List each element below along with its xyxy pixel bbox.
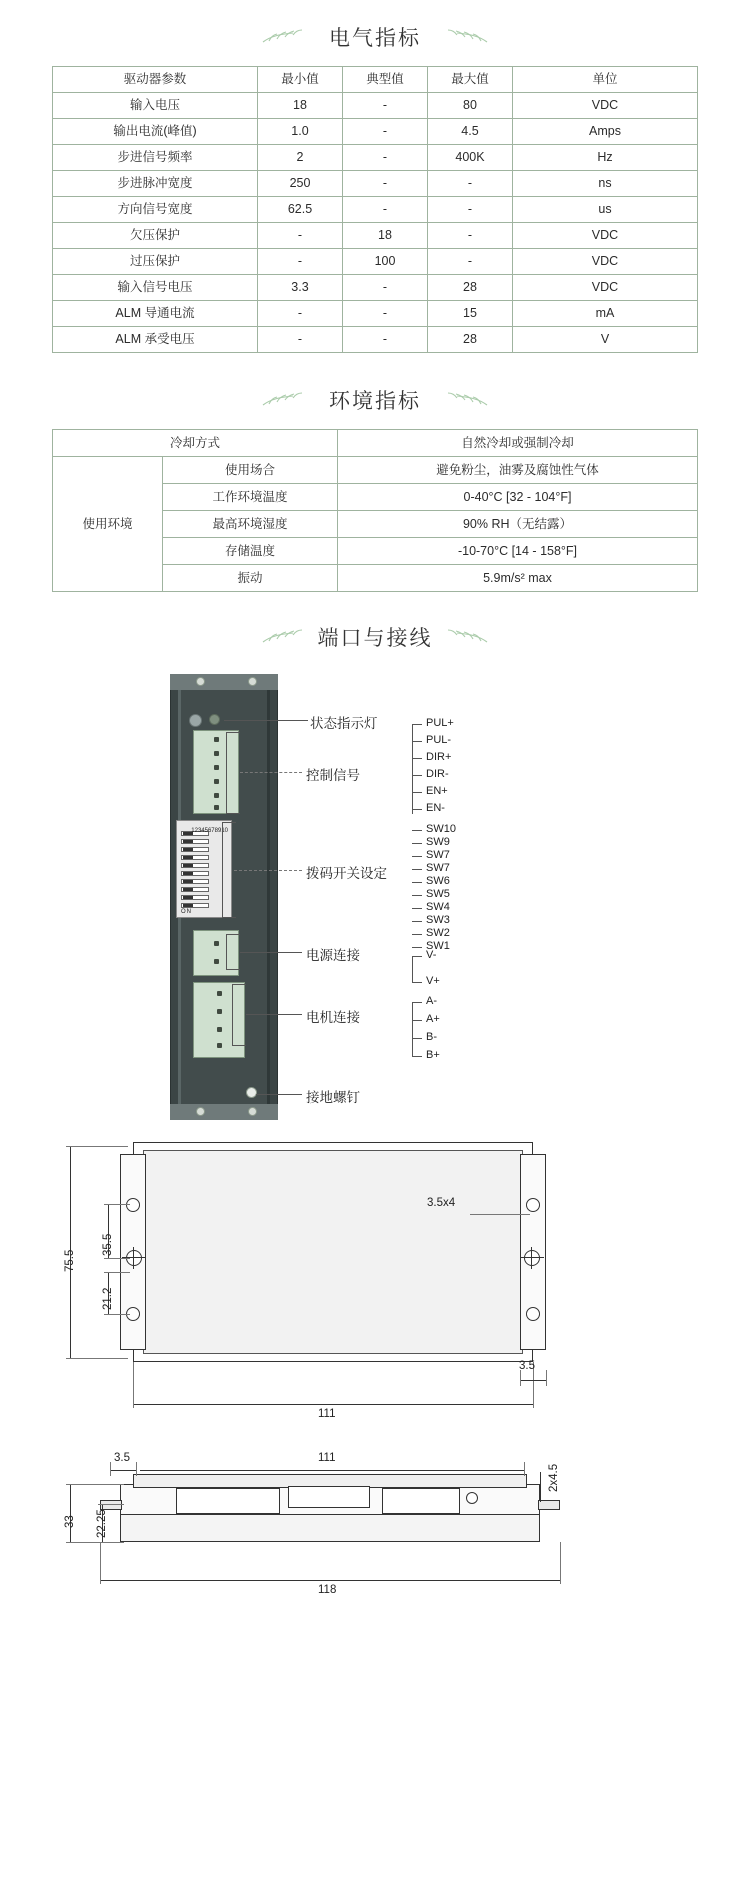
- screw-hole-icon: [248, 677, 257, 686]
- mounting-ear-top: [170, 674, 278, 690]
- cell-key: 使用场合: [163, 457, 338, 484]
- callout-status-led: 状态指示灯: [310, 716, 378, 731]
- dim-left-offset: 3.5: [114, 1452, 130, 1464]
- table-row: [53, 301, 698, 327]
- leaf-decoration-icon: [259, 387, 311, 409]
- bracket: [226, 934, 240, 970]
- pin-label: SW10: [426, 823, 456, 835]
- table-row: [53, 223, 698, 249]
- mounting-ear-bottom: [170, 1104, 278, 1120]
- pin-label: A-: [426, 995, 437, 1007]
- col-header-unit: 单位: [513, 67, 698, 93]
- cell-unit: ns: [513, 171, 698, 197]
- pin-label: SW1: [426, 940, 450, 952]
- pin-label: SW6: [426, 875, 450, 887]
- col-header-max: 最大值: [428, 67, 513, 93]
- dimension-drawings: [0, 1132, 750, 1652]
- pin-label: SW5: [426, 888, 450, 900]
- section-title-text: 电气指标: [329, 27, 421, 50]
- cell-typ: -: [343, 327, 428, 353]
- cell-typ: -: [343, 171, 428, 197]
- status-led-icon: [189, 714, 202, 727]
- wiring-diagram: [0, 662, 750, 1132]
- side-dip-switch: [288, 1486, 370, 1508]
- dip-on-label: ON: [181, 909, 192, 915]
- pin-label: SW4: [426, 901, 450, 913]
- dim-side-right-note: 2x4.5: [548, 1463, 560, 1492]
- callout-motor: 电机连接: [306, 1010, 360, 1025]
- cell-min: 3.3: [258, 275, 343, 301]
- section-title-environment: [255, 377, 495, 421]
- cell-min: 2: [258, 145, 343, 171]
- status-led-icon: [209, 714, 220, 725]
- cell-param: 输入电压: [53, 93, 258, 119]
- pin-label: SW2: [426, 927, 450, 939]
- cell-typ: 100: [343, 249, 428, 275]
- leader-line: [240, 952, 302, 953]
- leader-line: [256, 1094, 302, 1095]
- table-header-row: [53, 430, 698, 457]
- leaf-decoration-icon: [439, 624, 491, 646]
- screw-hole-icon: [196, 1107, 205, 1116]
- dim-height-low: 21.2: [102, 1287, 114, 1310]
- dip-switch-numbers: 12345678910: [191, 828, 228, 834]
- cell-min: -: [258, 301, 343, 327]
- pin-label: SW3: [426, 914, 450, 926]
- leader-line: [234, 870, 302, 871]
- bracket: [226, 732, 240, 814]
- callout-power: 电源连接: [306, 948, 360, 963]
- cooling-value: 自然冷却或强制冷却: [338, 430, 698, 457]
- top-view-plate: [143, 1150, 523, 1354]
- callout-ground-screw: 接地螺钉: [306, 1090, 360, 1105]
- leaf-decoration-icon: [439, 387, 491, 409]
- section-title-electrical: [255, 14, 495, 58]
- cooling-label: 冷却方式: [53, 430, 338, 457]
- pin-label: V+: [426, 975, 440, 987]
- cell-unit: VDC: [513, 93, 698, 119]
- cell-max: 28: [428, 275, 513, 301]
- cell-value: 避免粉尘，油雾及腐蚀性气体: [338, 457, 698, 484]
- cell-param: 输出电流(峰值): [53, 119, 258, 145]
- mounting-hole-icon: [524, 1250, 540, 1266]
- cell-typ: -: [343, 93, 428, 119]
- side-flange-right: [538, 1500, 560, 1510]
- cell-unit: VDC: [513, 249, 698, 275]
- cell-min: 250: [258, 171, 343, 197]
- cell-value: -10-70°C [14 - 158°F]: [338, 538, 698, 565]
- table-row: [53, 171, 698, 197]
- cell-key: 振动: [163, 565, 338, 592]
- dim-side-width-bottom: 118: [318, 1584, 337, 1596]
- screw-hole-icon: [248, 1107, 257, 1116]
- table-row: [53, 93, 698, 119]
- cell-max: -: [428, 171, 513, 197]
- dim-side-height-total: 33: [64, 1515, 76, 1528]
- cell-param: 过压保护: [53, 249, 258, 275]
- cell-typ: 18: [343, 223, 428, 249]
- mounting-hole-icon: [526, 1198, 540, 1212]
- cell-max: 4.5: [428, 119, 513, 145]
- cell-key: 存储温度: [163, 538, 338, 565]
- table-row: [53, 249, 698, 275]
- table-row: [53, 275, 698, 301]
- cell-param: 步进信号频率: [53, 145, 258, 171]
- side-connector-control: [176, 1488, 280, 1514]
- cell-max: -: [428, 197, 513, 223]
- cell-typ: -: [343, 119, 428, 145]
- mounting-hole-icon: [526, 1307, 540, 1321]
- side-led-icon: [466, 1492, 478, 1504]
- pin-label: B+: [426, 1049, 440, 1061]
- bracket: [222, 822, 236, 918]
- cell-typ: -: [343, 197, 428, 223]
- environment-spec-table: [52, 429, 698, 592]
- dim-side-width-top: 111: [318, 1452, 336, 1464]
- leaf-decoration-icon: [259, 624, 311, 646]
- cell-param: ALM 导通电流: [53, 301, 258, 327]
- pin-label: B-: [426, 1031, 437, 1043]
- cell-param: 欠压保护: [53, 223, 258, 249]
- cell-value: 0-40°C [32 - 104°F]: [338, 484, 698, 511]
- col-header-typ: 典型值: [343, 67, 428, 93]
- cell-min: -: [258, 249, 343, 275]
- table-row: [53, 457, 698, 484]
- pin-label: SW9: [426, 836, 450, 848]
- dim-height-total: 75.5: [64, 1249, 76, 1272]
- cell-max: 400K: [428, 145, 513, 171]
- pin-label: V-: [426, 949, 437, 961]
- pin-label: A+: [426, 1013, 440, 1025]
- pin-label: PUL-: [426, 734, 452, 746]
- cell-param: 步进脉冲宽度: [53, 171, 258, 197]
- cell-min: 1.0: [258, 119, 343, 145]
- cell-param: 输入信号电压: [53, 275, 258, 301]
- leaf-decoration-icon: [259, 24, 311, 46]
- cell-param: ALM 承受电压: [53, 327, 258, 353]
- col-header-min: 最小值: [258, 67, 343, 93]
- dim-side-height-inner: 22.25: [96, 1509, 108, 1538]
- cell-max: 28: [428, 327, 513, 353]
- cell-max: -: [428, 249, 513, 275]
- leader-line: [246, 1014, 302, 1015]
- cell-min: -: [258, 223, 343, 249]
- cell-max: 15: [428, 301, 513, 327]
- section-title-ports: [255, 614, 495, 658]
- col-header-param: 驱动器参数: [53, 67, 258, 93]
- cell-max: 80: [428, 93, 513, 119]
- usage-group-label: 使用环境: [53, 457, 163, 592]
- cell-unit: V: [513, 327, 698, 353]
- pin-label: EN+: [426, 785, 448, 797]
- pin-label: DIR+: [426, 751, 452, 763]
- dim-height-mid: 35.5: [102, 1233, 114, 1256]
- leader-line: [240, 772, 302, 773]
- table-row: [53, 145, 698, 171]
- side-connector-power: [382, 1488, 460, 1514]
- cell-unit: VDC: [513, 223, 698, 249]
- section-title-text: 环境指标: [329, 390, 421, 413]
- cell-typ: -: [343, 145, 428, 171]
- bracket: [232, 984, 246, 1046]
- leaf-decoration-icon: [439, 24, 491, 46]
- section-title-text: 端口与接线: [317, 627, 433, 650]
- cell-min: 62.5: [258, 197, 343, 223]
- table-header-row: [53, 67, 698, 93]
- table-row: [53, 327, 698, 353]
- table-row: [53, 119, 698, 145]
- dim-width-total: 111: [318, 1408, 336, 1420]
- cell-unit: VDC: [513, 275, 698, 301]
- ground-screw-icon: [246, 1087, 257, 1098]
- cell-key: 工作环境温度: [163, 484, 338, 511]
- cell-unit: Amps: [513, 119, 698, 145]
- cell-unit: us: [513, 197, 698, 223]
- cell-max: -: [428, 223, 513, 249]
- cell-value: 5.9m/s² max: [338, 565, 698, 592]
- pin-label: DIR-: [426, 768, 449, 780]
- pin-label: SW7: [426, 849, 450, 861]
- leader-line: [224, 720, 308, 721]
- cell-min: 18: [258, 93, 343, 119]
- electrical-spec-table: [52, 66, 698, 353]
- hole-note: 3.5x4: [427, 1197, 456, 1209]
- cell-value: 90% RH（无结露）: [338, 511, 698, 538]
- cell-key: 最高环境湿度: [163, 511, 338, 538]
- dim-width-right: 3.5: [519, 1360, 535, 1372]
- cell-typ: -: [343, 301, 428, 327]
- cell-unit: Hz: [513, 145, 698, 171]
- cell-param: 方向信号宽度: [53, 197, 258, 223]
- table-row: [53, 197, 698, 223]
- cell-min: -: [258, 327, 343, 353]
- side-base: [120, 1514, 540, 1542]
- screw-hole-icon: [196, 677, 205, 686]
- pin-label: SW7: [426, 862, 450, 874]
- mounting-hole-icon: [126, 1198, 140, 1212]
- cell-typ: -: [343, 275, 428, 301]
- pin-label: PUL+: [426, 717, 454, 729]
- callout-dip-switch: 拨码开关设定: [306, 866, 387, 881]
- callout-control-signal: 控制信号: [306, 768, 360, 783]
- pin-label: EN-: [426, 802, 445, 814]
- cell-unit: mA: [513, 301, 698, 327]
- pin-bracket: [412, 724, 422, 814]
